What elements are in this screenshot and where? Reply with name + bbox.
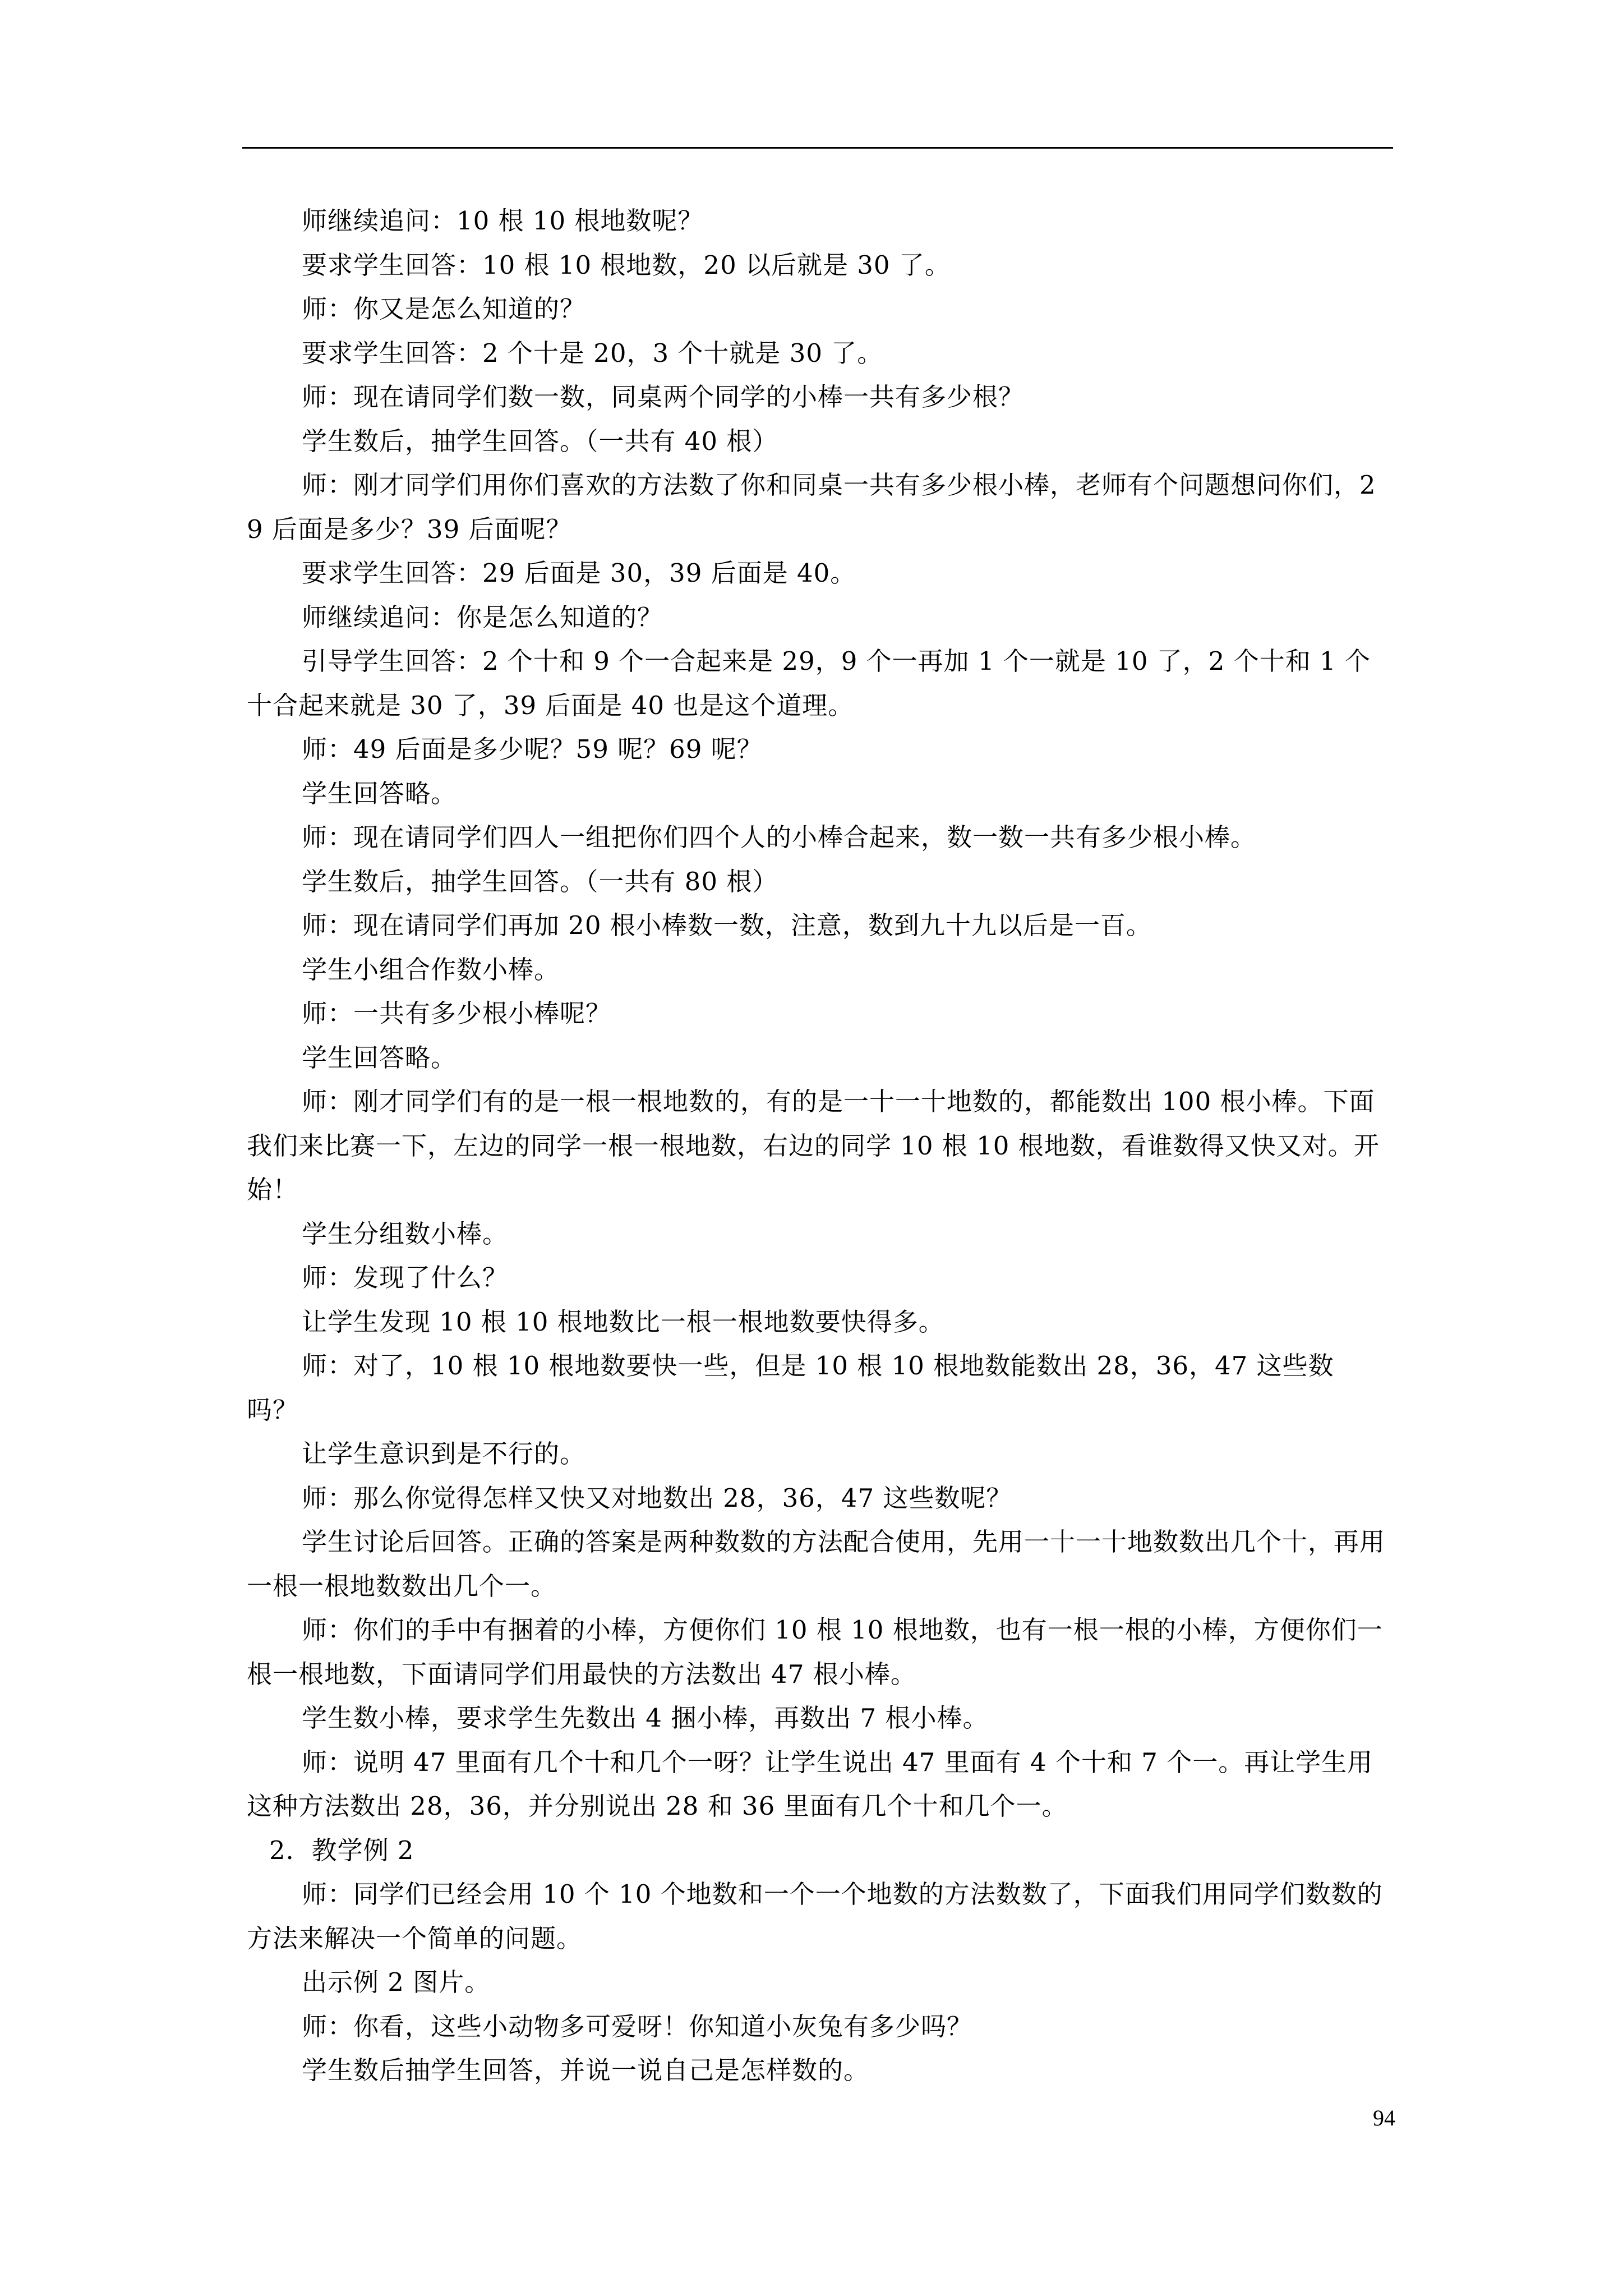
header-rule <box>242 147 1393 149</box>
paragraph: 学生讨论后回答。正确的答案是两种数数的方法配合使用，先用一十一十地数数出几个十，再用一根一根地数数出几个一。 <box>247 1527 1386 1601</box>
paragraph: 师：你看，这些小动物多可爱呀！你知道小灰兔有多少吗？ <box>302 2011 973 2041</box>
paragraph: 师：一共有多少根小棒呢？ <box>302 999 612 1028</box>
paragraph: 师：现在请同学们四人一组把你们四个人的小棒合起来，数一数一共有多少根小棒。 <box>302 822 1257 852</box>
paragraph: 学生小组合作数小棒。 <box>302 954 560 984</box>
paragraph: 学生回答略。 <box>302 1042 457 1073</box>
section-heading: 2．教学例 2 <box>269 1835 414 1865</box>
paragraph: 学生回答略。 <box>302 778 457 808</box>
paragraph: 师：说明 47 里面有几个十和几个一呀？让学生说出 47 里面有 4 个十和 7 个一。再让学生用这种方法数出 28，36，并分别说出 28 和 36 里面有几个十和几个一。 <box>247 1747 1373 1821</box>
paragraph: 师：你们的手中有捆着的小棒，方便你们 10 根 10 根地数，也有一根一根的小棒，方便你们一根一根地数，下面请同学们用最快的方法数出 47 根小棒。 <box>247 1615 1383 1689</box>
paragraph: 师：发现了什么？ <box>302 1263 509 1292</box>
paragraph: 师：那么你觉得怎样又快又对地数出 28，36，47 这些数呢？ <box>302 1483 1012 1513</box>
paragraph: 要求学生回答：29 后面是 30，39 后面是 40。 <box>302 558 856 588</box>
page-number: 94 <box>1373 2105 1395 2131</box>
paragraph: 师：49 后面是多少呢？59 呢？69 呢？ <box>302 734 763 764</box>
paragraph: 师：对了，10 根 10 根地数要快一些，但是 10 根 10 根地数能数出 28，36，47 这些数吗？ <box>247 1351 1334 1425</box>
paragraph: 学生数小棒，要求学生先数出 4 捆小棒，再数出 7 根小棒。 <box>302 1703 989 1733</box>
paragraph: 师：同学们已经会用 10 个 10 个地数和一个一个地数的方法数数了，下面我们用同学们数数的方法来解决一个简单的问题。 <box>247 1879 1383 1953</box>
paragraph: 学生数后抽学生回答，并说一说自己是怎样数的。 <box>302 2055 870 2085</box>
paragraph: 师继续追问：你是怎么知道的？ <box>302 602 663 632</box>
paragraph: 师：现在请同学们数一数，同桌两个同学的小棒一共有多少根？ <box>302 382 1025 412</box>
paragraph: 师：现在请同学们再加 20 根小棒数一数，注意，数到九十九以后是一百。 <box>302 910 1152 940</box>
paragraph: 师继续追问：10 根 10 根地数呢？ <box>302 206 704 236</box>
paragraph: 要求学生回答：2 个十是 20，3 个十就是 30 了。 <box>302 338 883 368</box>
paragraph: 让学生意识到是不行的。 <box>302 1439 586 1469</box>
paragraph: 让学生发现 10 根 10 根地数比一根一根地数要快得多。 <box>302 1306 944 1337</box>
paragraph: 出示例 2 图片。 <box>302 1967 491 1997</box>
paragraph: 师：刚才同学们有的是一根一根地数的，有的是一十一十地数的，都能数出 100 根小棒。下面我们来比赛一下，左边的同学一根一根地数，右边的同学 10 根 10 根地数，看谁数得又快又对。开始！ <box>247 1087 1380 1204</box>
paragraph: 学生数后，抽学生回答。（一共有 40 根） <box>302 426 778 456</box>
paragraph: 引导学生回答：2 个十和 9 个一合起来是 29，9 个一再加 1 个一就是 10 了，2 个十和 1 个十合起来就是 30 了，39 后面是 40 也是这个道理。 <box>247 646 1371 720</box>
paragraph: 学生数后，抽学生回答。（一共有 80 根） <box>302 866 778 896</box>
body-text <box>247 199 1385 2093</box>
paragraph: 师：刚才同学们用你们喜欢的方法数了你和同桌一共有多少根小棒，老师有个问题想问你们，29 后面是多少？39 后面呢？ <box>247 470 1376 544</box>
paragraph: 学生分组数小棒。 <box>302 1218 509 1249</box>
paragraph: 要求学生回答：10 根 10 根地数，20 以后就是 30 了。 <box>302 250 951 280</box>
paragraph: 师：你又是怎么知道的？ <box>302 294 586 324</box>
